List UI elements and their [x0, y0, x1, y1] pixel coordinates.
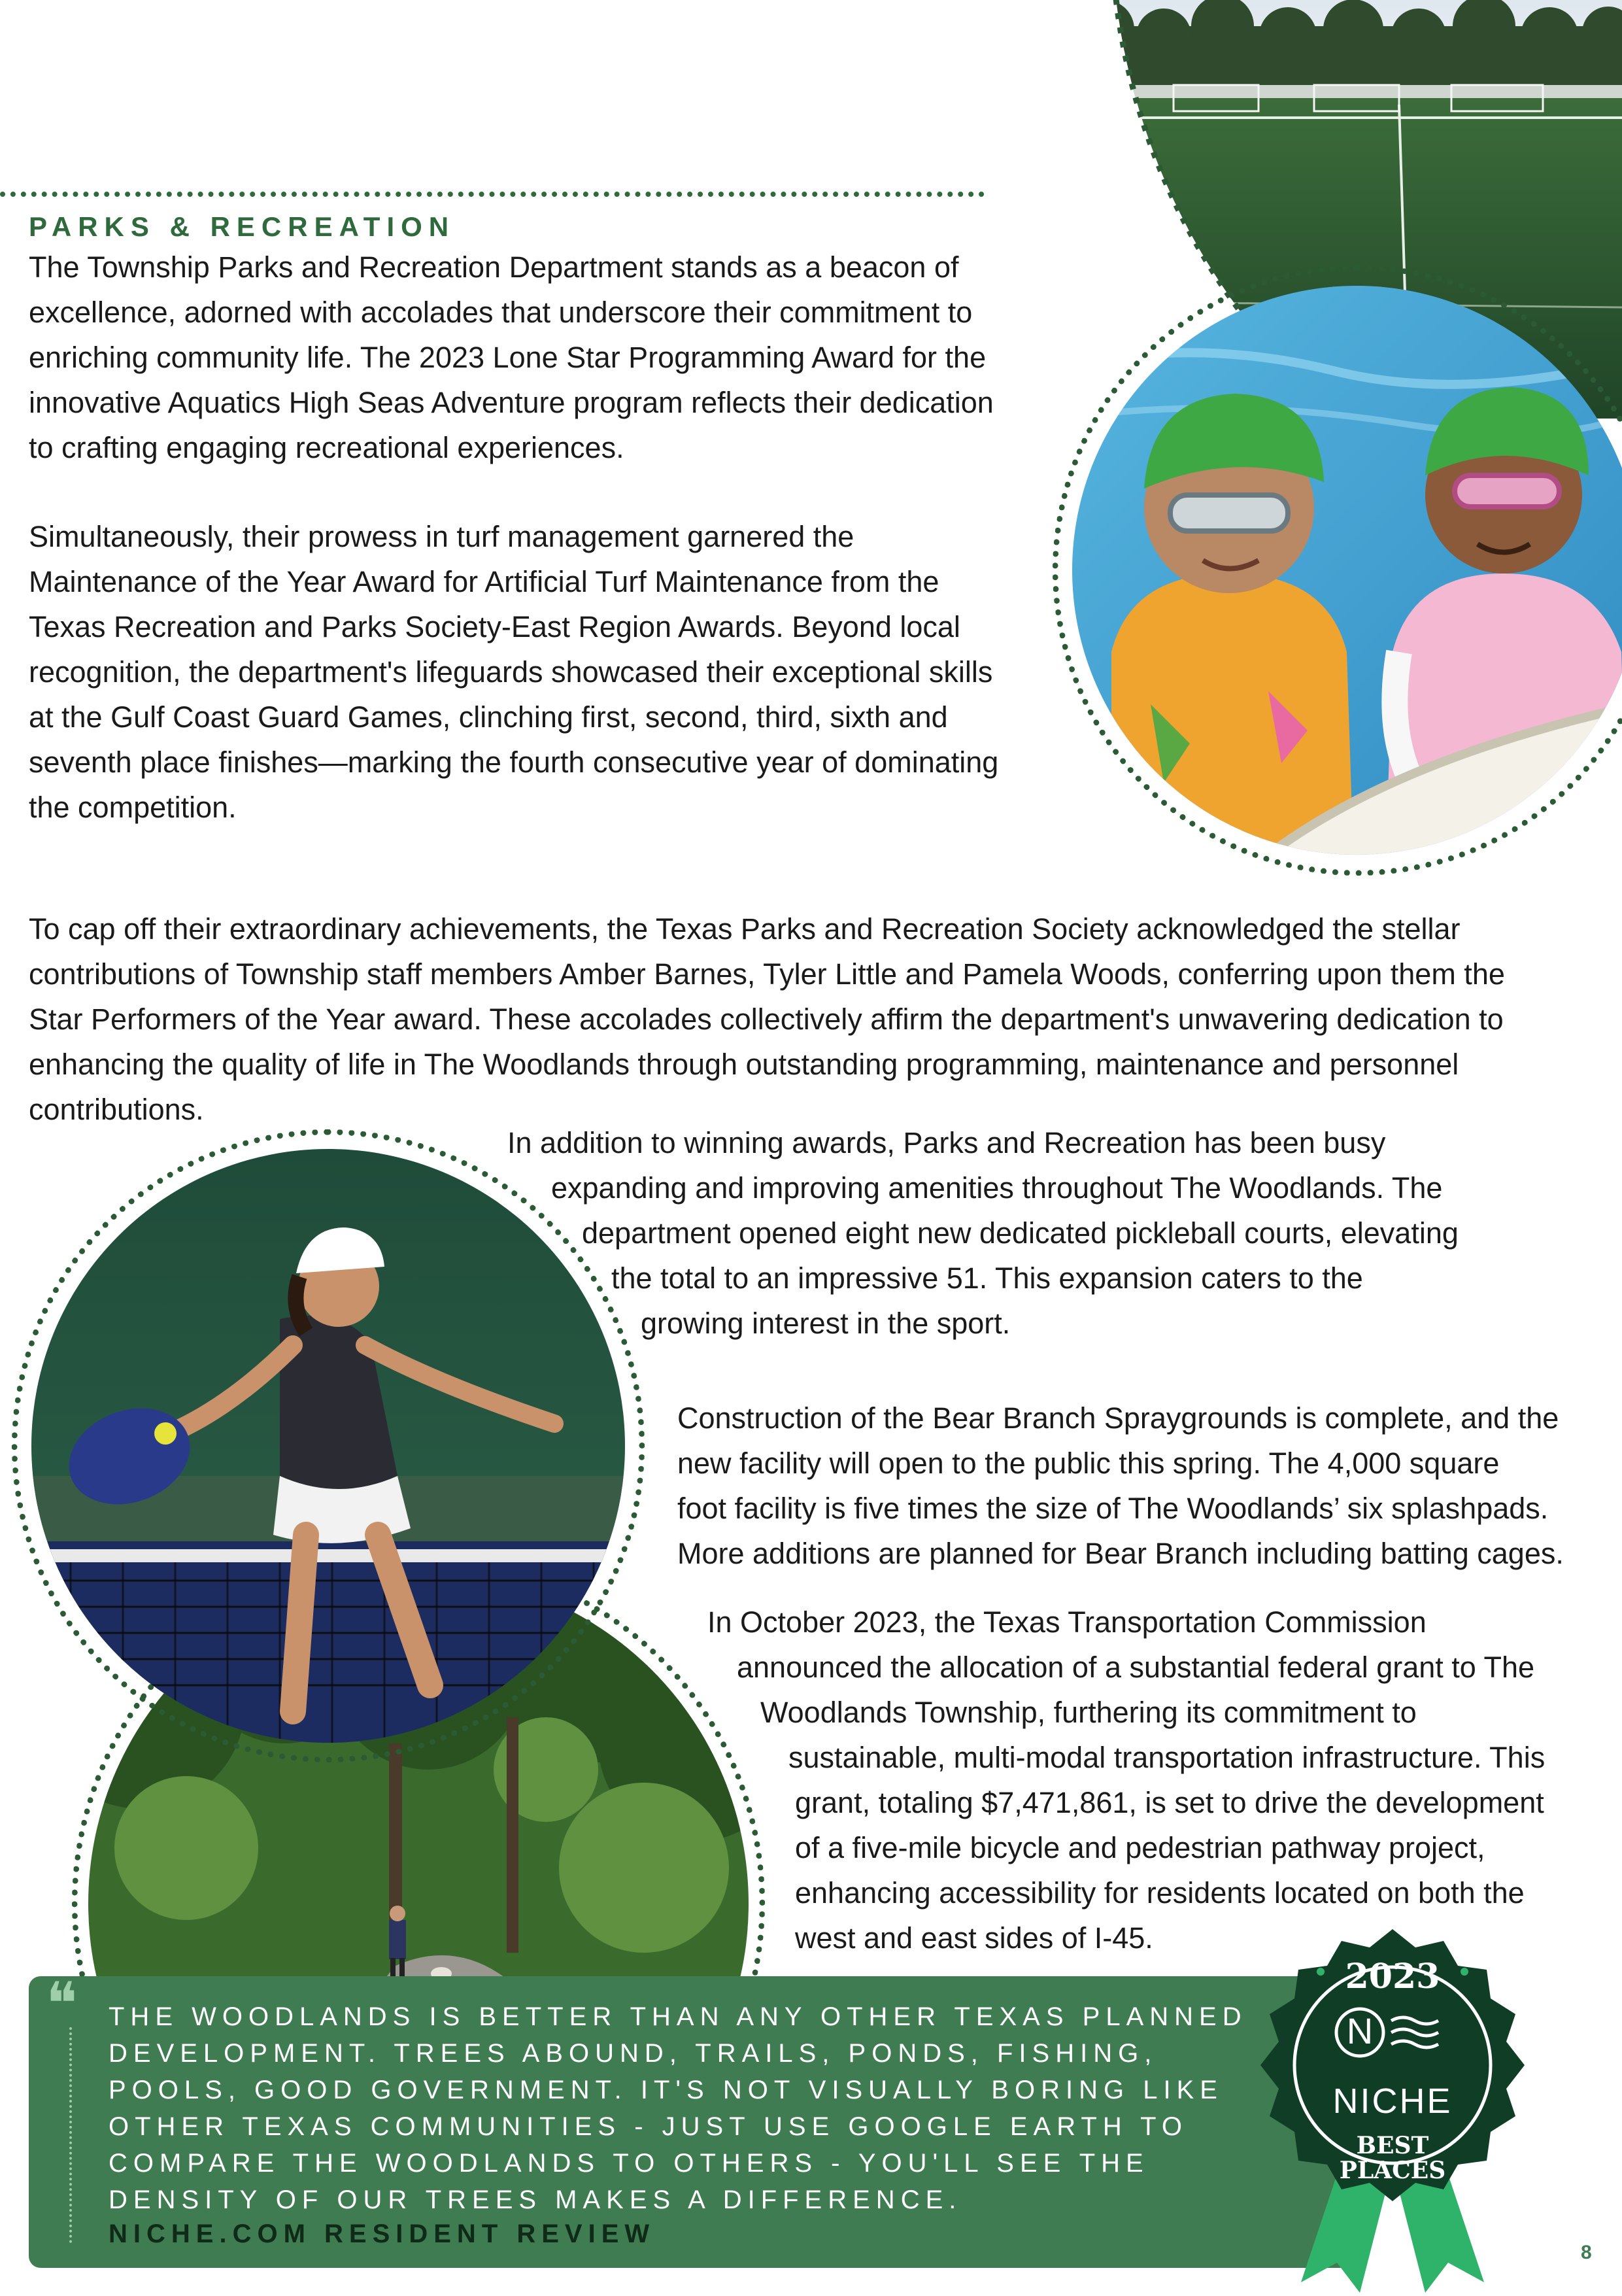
text-line: In October 2023, the Texas Transportation Commission [707, 1605, 1427, 1639]
text-line: announced the allocation of a substantial federal grant to The [737, 1651, 1535, 1684]
page-number: 8 [1581, 2242, 1592, 2263]
text-line: the total to an impressive 51. This expansion caters to the [611, 1261, 1363, 1295]
text-line: Woodlands Township, furthering its commitment to [760, 1696, 1417, 1729]
badge-logo-letter: N [1346, 2010, 1374, 2051]
testimonial-attribution: NICHE.COM RESIDENT REVIEW [109, 2219, 656, 2248]
text-line: to crafting engaging recreational experiences. [29, 431, 624, 464]
paragraph-awards [29, 245, 1049, 470]
text-line: at the Gulf Coast Guard Games, clinching first, second, third, sixth and [29, 700, 948, 734]
text-line: Construction of the Bear Branch Spraygrounds is complete, and the [677, 1401, 1559, 1435]
text-line: excellence, adorned with accolades that underscore their commitment to [29, 296, 973, 329]
text-line: sustainable, multi-modal transportation infrastructure. This [788, 1741, 1546, 1774]
text-line: contributions of Township staff members Amber Barnes, Tyler Little and Pamela Woods, conferring upon them the [29, 957, 1505, 991]
text-line: enhancing accessibility for residents located on both the [795, 1876, 1525, 1910]
quote-line: DEVELOPMENT. TREES ABOUND, TRAILS, PONDS, FISHING, [109, 2039, 1158, 2068]
quote-line: THE WOODLANDS IS BETTER THAN ANY OTHER TEXAS PLANNED [109, 2002, 1247, 2031]
quote-line: COMPARE THE WOODLANDS TO OTHERS - YOU'LL SEE THE [109, 2149, 1149, 2178]
testimonial-quote [109, 1998, 1285, 2218]
text-line: growing interest in the sport. [641, 1307, 1011, 1340]
text-line: recognition, the department's lifeguards showcased their exceptional skills [29, 655, 993, 689]
quote-line: OTHER TEXAS COMMUNITIES - JUST USE GOOGLE EARTH TO [109, 2112, 1188, 2141]
paragraph-spraygrounds [677, 1396, 1606, 1576]
pickleball-photo-ring [12, 1129, 645, 1762]
text-line: department opened eight new dedicated pickleball courts, elevating [582, 1216, 1459, 1250]
paragraph-turf [29, 514, 1049, 830]
quote-mark-icon: ❝ [46, 1972, 78, 2037]
section-divider [0, 192, 985, 197]
badge-best: BEST [1356, 2132, 1429, 2159]
badge-brand: NICHE [1332, 2082, 1453, 2121]
text-line: of a five-mile bicycle and pedestrian pathway project, [795, 1831, 1485, 1864]
text-line: grant, totaling $7,471,861, is set to drive the development [795, 1786, 1544, 1819]
badge-year: 2023 [1345, 1957, 1440, 1996]
text-line: the competition. [29, 791, 237, 824]
text-line: Simultaneously, their prowess in turf management garnered the [29, 520, 854, 553]
text-line: contributions. [29, 1093, 204, 1126]
text-line: In addition to winning awards, Parks and Recreation has been busy [507, 1126, 1386, 1159]
text-line: Texas Recreation and Parks Society-East Region Awards. Beyond local [29, 610, 960, 643]
text-line: foot facility is five times the size of The Woodlands’ six splashpads. [677, 1492, 1549, 1525]
text-line: More additions are planned for Bear Branch including batting cages. [677, 1537, 1564, 1570]
text-line: west and east sides of I-45. [795, 1921, 1153, 1955]
text-line: innovative Aquatics High Seas Adventure program reflects their dedication [29, 386, 994, 419]
quote-line: DENSITY OF OUR TREES MAKES A DIFFERENCE. [109, 2185, 962, 2214]
text-line: To cap off their extraordinary achievements, the Texas Parks and Recreation Society acknowledged the stellar [29, 912, 1461, 946]
quote-rule [69, 2027, 72, 2243]
niche-best-places-badge [1229, 1916, 1556, 2293]
text-line: new facility will open to the public this spring. The 4,000 square [677, 1447, 1500, 1480]
text-line: The Township Parks and Recreation Department stands as a beacon of [29, 250, 959, 284]
quote-line: POOLS, GOOD GOVERNMENT. IT'S NOT VISUALLY BORING LIKE [109, 2076, 1223, 2104]
text-line: enriching community life. The 2023 Lone Star Programming Award for the [29, 341, 987, 374]
text-line: expanding and improving amenities throughout The Woodlands. The [551, 1171, 1443, 1205]
text-line: seventh place finishes—marking the fourth consecutive year of dominating [29, 745, 999, 779]
text-line: Maintenance of the Year Award for Artificial Turf Maintenance from the [29, 565, 939, 598]
text-line: Star Performers of the Year award. These accolades collectively affirm the department's unwavering dedication to [29, 1002, 1504, 1036]
text-line: enhancing the quality of life in The Woodlands through outstanding programming, maintenance and personnel [29, 1048, 1459, 1081]
badge-places: PLACES [1339, 2157, 1446, 2184]
paragraph-staff [29, 906, 1598, 1132]
section-title: PARKS & RECREATION [29, 211, 456, 242]
